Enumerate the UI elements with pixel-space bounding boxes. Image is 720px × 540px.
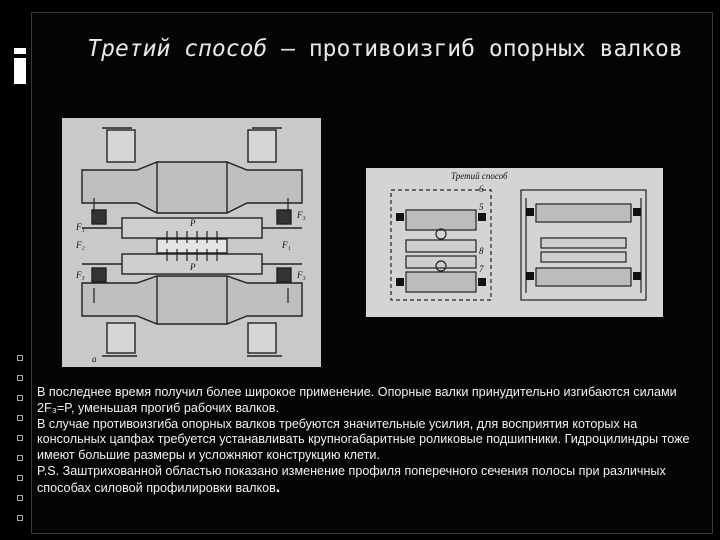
decorative-bar-small	[14, 48, 26, 54]
label-6: 6	[479, 184, 484, 194]
label-p-bottom: P	[190, 262, 196, 272]
bullet-square	[17, 355, 23, 361]
label-f1-left: F₁	[76, 222, 85, 232]
roll-bending-diagram-a	[62, 118, 321, 367]
label-8: 8	[479, 246, 484, 256]
label-f2-left: F₂	[76, 240, 85, 250]
decorative-bars	[14, 48, 30, 84]
bullet-square	[17, 475, 23, 481]
slide-title	[70, 30, 700, 68]
slide-body-text	[37, 385, 707, 497]
bullet-square	[17, 435, 23, 441]
label-f3-right: F₃	[297, 210, 306, 220]
label-p-top: P	[190, 218, 196, 228]
paragraph-3-text: P.S. Заштрихованной областью показано изменение профиля поперечного сечения полосы при различных способах силовой профилировки валков	[37, 463, 666, 495]
paragraph-1: В последнее время получил более широкое применение. Опорные валки принудительно изгибаются силами 2F₃=P, уменьшая прогиб рабочих валков.	[37, 385, 677, 415]
bullet-square	[17, 415, 23, 421]
roll-schematic-b-svg	[366, 168, 663, 317]
bullet-square	[17, 375, 23, 381]
paragraph-3	[37, 464, 707, 497]
label-f1-right: F₁	[282, 240, 291, 250]
bullet-square	[17, 455, 23, 461]
roll-schematic-svg	[62, 118, 321, 367]
decorative-bar-large	[14, 58, 26, 84]
label-5: 5	[479, 202, 484, 212]
title-rest: – противоизгиб опорных валков	[267, 36, 683, 62]
bullet-square	[17, 515, 23, 521]
bullet-square	[17, 395, 23, 401]
bullet-square	[17, 495, 23, 501]
figure-b-caption: Третий способ	[451, 171, 508, 181]
label-f3-lower-right: F₃	[297, 270, 306, 280]
paragraph-2: В случае противоизгиба опорных валков требуются значительные усилия, для восприятия которых на консольных цапфах требуется устанавливать крупногабаритные роликовые подшипники. Гидроцилиндры тоже имеют большие размеры и усложняют конструкцию клети.	[37, 416, 690, 463]
label-a: a	[92, 354, 97, 364]
label-7: 7	[479, 264, 484, 274]
title-italic-part: Третий способ	[87, 36, 268, 62]
roll-bending-diagram-b	[366, 168, 663, 317]
label-f3-left: F₃	[76, 270, 85, 280]
paragraph-3-final-dot: .	[275, 478, 281, 496]
decorative-bullets	[17, 355, 23, 535]
